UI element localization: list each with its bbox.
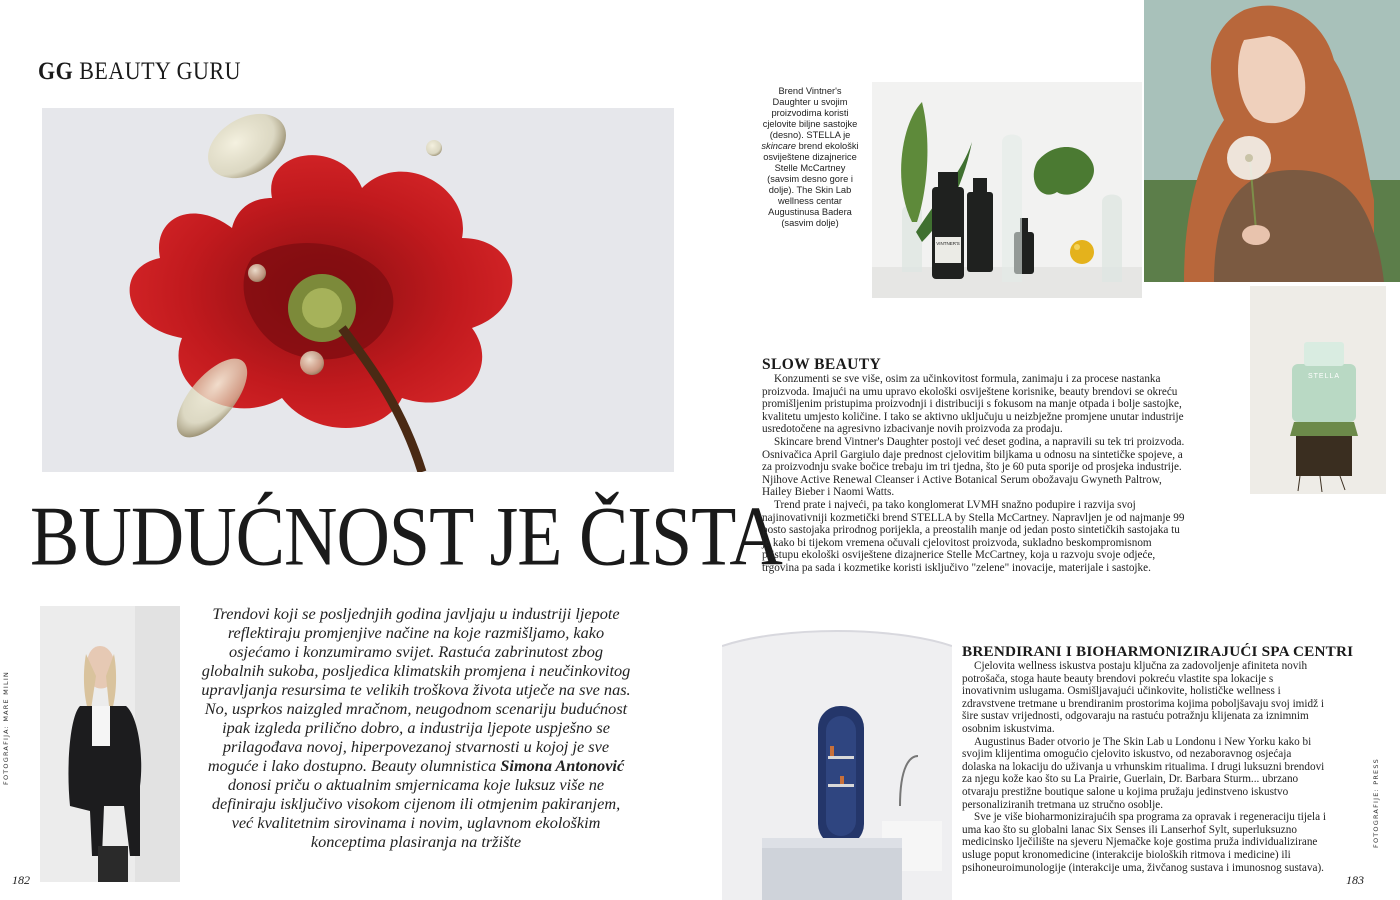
stella-label: STELLA [1307, 373, 1341, 380]
magazine-logo: GG [38, 56, 74, 85]
slow-beauty-paragraph-1: Konzumenti se sve više, osim za učinkovitost formula, zanimaju i za procese nastanka proizvoda. Imajući na umu upravo ekološki osviještene korisnike, beauty brendovi se okreću promišljenim pristupima proizvodnji i distribuciji s fokusom na manje otpada i bolje sastojke, kvalitetu umjesto količine. I tako se aktivno uključuju u neizbježne promjene unutar industrije usredotočene na agresivno izbacivanje novih proizvoda za prodaju. [762, 373, 1184, 436]
spa-paragraph-2: Augustinus Bader otvorio je The Skin Lab u Londonu i New Yorku kako bi svojim klijentima omogućio cjelovito iskustvo, od nezaboravnog osjećaja dolaska na lokaciju do uživanja u vrhunskim ritualima. I drugi luksuzni brendovi za njegu kože kao što su La Prairie, Guerlain, Dr. Barbara Sturm... ubrzano otvaraju prestižne boutique salone u kojima pružaju jedinstveno iskustvo personaliziranih tretmana uz stručno osoblje. [962, 735, 1325, 811]
lede-text: Trendovi koji se posljednjih godina javljaju u industriji ljepote reflektiraju promjenjive načine na koje razmišljamo, kako osjećamo i konzumiramo svijet. Rastuća zabrinutost zbog globalnih sukoba, posljedica klimatskih promjena i neučinkovitog upravljanja resursima te velikih troškova života utječe na sve nas. No, usprkos naizgled mračnom, neugodnom scenariju budućnost ipak izgleda prilično dobro, a industrija ljepote uspješno se prilagođava novoj, hiperpovezanoj stvarnosti u kojoj je sve moguće i lako dostupno. Beauty olumnistica [201, 604, 631, 775]
flower-photo [42, 108, 674, 472]
stella-mccartney-photo [1144, 0, 1400, 282]
slow-beauty-paragraph-3: Trend prate i najveći, pa tako konglomerat LVMH snažno podupire i razvija svoj najinovativniji kozmetički brend STELLA by Stella McCartney. Napravljen je od najmanje 99 posto sastojaka prirodnog porijekla, a preostalih manje od jedan posto sintetičkih sastojaka tu je kako bi tijekom vremena očuvali cjelovitost proizvoda, sukladno beskompromisnom pristupu ekološki osviještene dizajnerice Stelle McCartney, koja u razvoju svoje odjeće, trgovina pa sada i kozmetike koristi isključivo "zelene" inovacije, materijale i sastojke. [762, 498, 1185, 574]
author-portrait [40, 606, 180, 882]
page-number-left: 182 [12, 873, 30, 887]
skin-lab-spa-photo [722, 606, 952, 900]
caption-italic: skincare [761, 141, 797, 151]
slow-beauty-paragraph-2: Skincare brend Vintner's Daughter postoji već deset godina, a napravili su tek tri proizvoda. Osnivačica April Gargiulo daje prednost cjelovitim biljkama u odnosu na sintetičke spojeve, a za proizvodnju svake bočice trebaju im tri tjedna, što je 60 puta sporije od prosjeka industrije. Njihove Active Renewal Cleanser i Active Botanical Serum obožavaju Gwyneth Paltrow, Hailey Bieber i Naomi Watts. [762, 435, 1185, 499]
section-label [38, 56, 241, 86]
photo-caption [760, 86, 860, 229]
lede-text-end: donosi priču o aktualnim smjernicama koje luksuz više ne definiraju isključivo visokom cijenom ili otmjenim pakiranjem, već kvalitetnim sirovinama i novim, uglavnom ekološkim konceptima plasiranja na tržište [211, 775, 621, 851]
slow-beauty-body [762, 373, 1186, 575]
caption-text-end: brend ekološki osviještene dizajnerice Stelle McCartney (savsim desno gore i dolje). The Skin Lab wellness centar Augustinusa Badera (sasvim dolje) [763, 141, 859, 228]
vintner-label: VINTNER'S [936, 241, 960, 246]
heading-slow-beauty: SLOW BEAUTY [762, 356, 882, 373]
photo-credit-right: FOTOGRAFIJE: PRESS [1372, 757, 1380, 848]
page-number-right: 183 [1346, 873, 1364, 887]
section-name: BEAUTY GURU [79, 56, 241, 85]
heading-spa-centers: BRENDIRANI I BIOHARMONIZIRAJUĆI SPA CENTRI [962, 643, 1354, 660]
stella-cream-photo [1250, 286, 1386, 494]
author-name: Simona Antonović [500, 756, 625, 775]
headline: BUDUĆNOST JE ČISTA [30, 490, 782, 584]
vintner-products-photo [872, 82, 1142, 298]
photo-credit-left: FOTOGRAFIJA: MARE MILIN [2, 671, 10, 785]
spa-paragraph-1: Cjelovita wellness iskustva postaju ključna za zadovoljenje afiniteta novih potrošača, stoga haute beauty brendovi pokreću vlastite spa lokacije s inovativnim uslugama. Osmišljavajući učinkovite, holističke wellness i zdravstvene tretmane u brendiranim prostorima kojima poboljšavaju svoj imidž i šire sustav vrijednosti, odgovaraju na rastuću potražnju klijenata za iznimnim osobnim iskustvima. [962, 660, 1324, 735]
caption-text: Brend Vintner's Daughter u svojim proizvodima koristi cjelovite biljne sastojke (desno). STELLA je [762, 86, 858, 140]
lede-paragraph [200, 604, 632, 851]
spa-paragraph-3: Sve je više bioharmonizirajućih spa programa za opravak i regeneraciju tijela i uma kao što su globalni lanac Six Senses ili Lanserhof Sylt, superluksuzno medicinsko lječilište na sjeveru Njemačke koje gostima pruža individualizirane usluge poput kronomedicine (interakcije bioloških ritmova i medicine) ili psihoneuroimunologije (interakcije uma, živčanog sustava i imunosnog sustava). [962, 811, 1326, 874]
spa-centers-body [962, 660, 1328, 874]
